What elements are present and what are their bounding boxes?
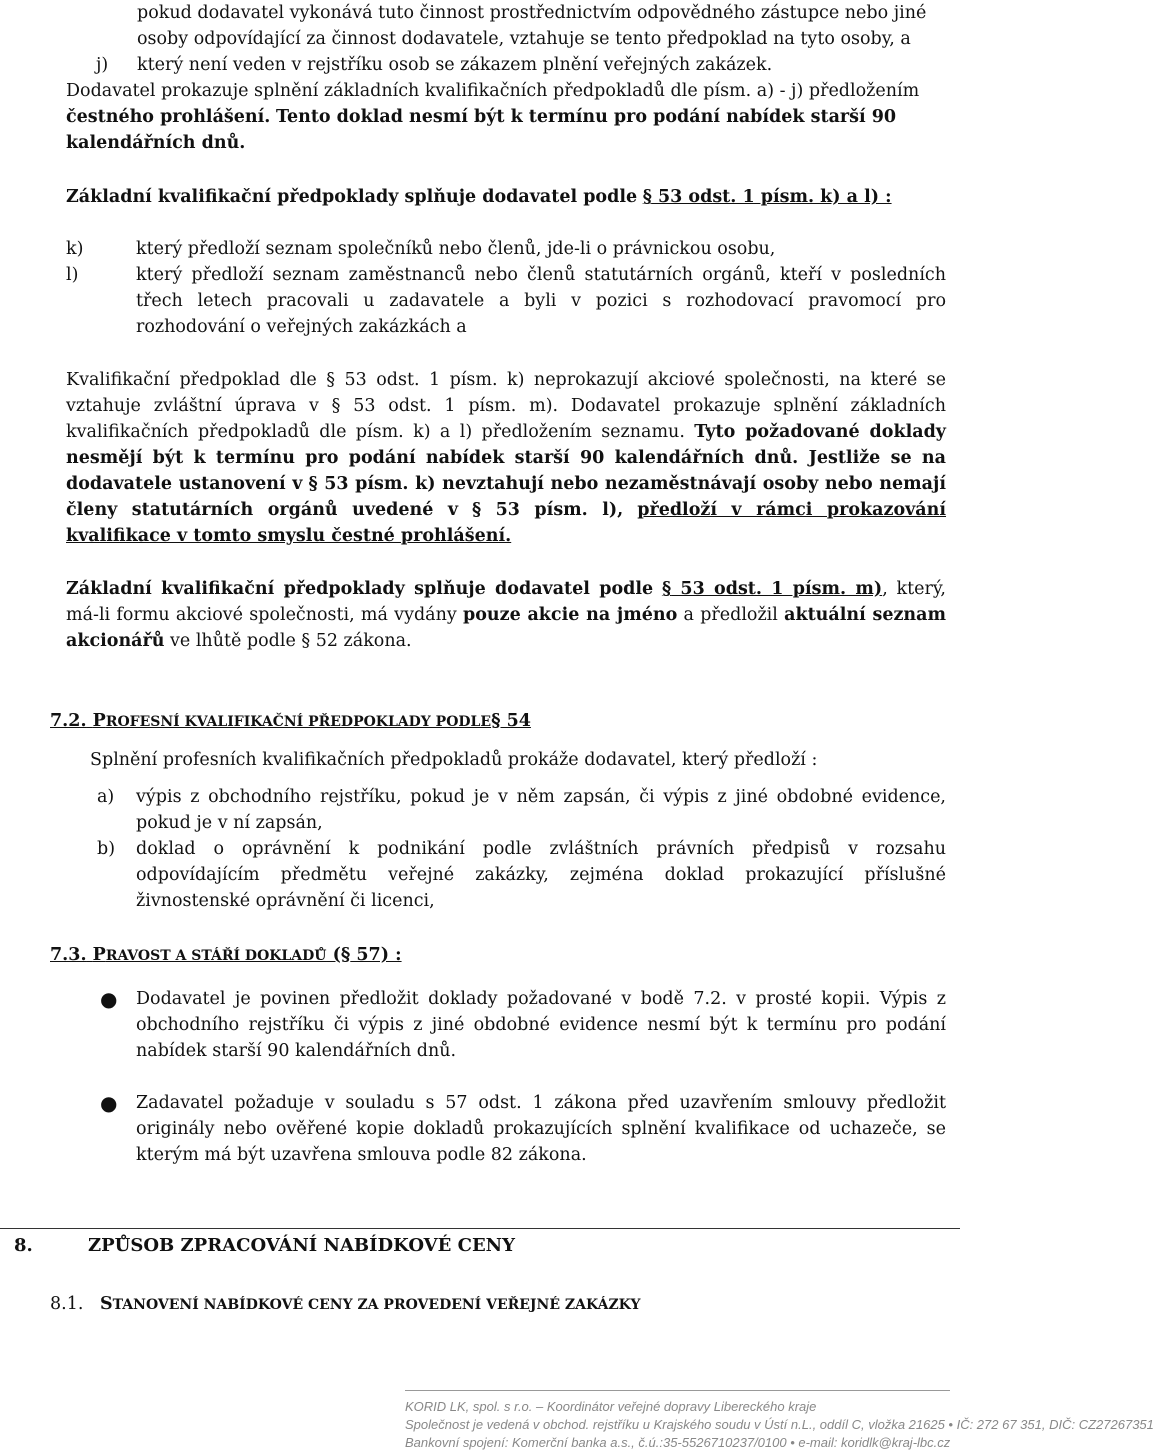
section-8-1-heading: 8.1. STANOVENÍ NABÍDKOVÉ CENY ZA PROVEDENÍ VEŘEJNÉ ZAKÁZKY [50, 1294, 641, 1314]
section-7-3-heading: 7.3. PRAVOST A STÁŘÍ DOKLADŮ (§ 57) : [50, 944, 402, 965]
section-7-2-heading: 7.2. PROFESNÍ KVALIFIKAČNÍ PŘEDPOKLADY PODLE§ 54 [50, 710, 531, 731]
item-j-label: j) [96, 55, 109, 75]
footer-line2: Společnost je vedená v obchod. rejstříku u Krajského soudu v Ústí n.L., oddíl C, vložka 21625 • IČ: 272 67 351, DIČ: CZ27267351 [405, 1417, 1154, 1432]
footer-line1: KORID LK, spol. s r.o. – Koordinátor veřejné dopravy Libereckého kraje [405, 1399, 817, 1414]
chapter-divider [0, 1228, 960, 1229]
intro-p1-c: Tento doklad nesmí být k termínu pro podání nabídek starší 90 kalendářních dnů. [66, 107, 897, 153]
intro-line1: pokud dodavatel vykonává tuto činnost prostřednictvím odpovědného zástupce nebo jiné [137, 3, 927, 23]
chapter-8-heading: 8. ZPŮSOB ZPRACOVÁNÍ NABÍDKOVÉ CENY [14, 1235, 515, 1256]
list-item: ● Zadavatel požaduje v souladu s 57 odst. 1 zákona před uzavřením smlouvy předložit originály nebo ověřené kopie dokladů prokazujících splnění kvalifikace od uchazeče, se kterým má být uzavřena smlouva podle 82 zákona. [100, 1091, 946, 1165]
item-j-text: který není veden v rejstříku osob se zákazem plnění veřejných zakázek. [137, 55, 773, 75]
kl-list [66, 236, 946, 340]
section-7-2-intro: Splnění profesních kvalifikačních předpokladů prokáže dodavatel, který předloží : [90, 750, 818, 770]
kvalif-paragraph: Kvalifikační předpoklad dle § 53 odst. 1 písm. k) neprokazují akciové společnosti, na které se vztahuje zvláštní úprava v § 53 odst. 1 písm. m). Dodavatel prokazuje splnění základních kvalifikačních předpokladů dle písm. k) a l) předložením seznamu. Tyto požadované doklady nesmějí být k termínu pro podání nabídek starší 90 kalendářních dnů. Jestliže se na dodavatele ustanovení v § 53 písm. k) nevztahují nebo nezaměstnávají osoby nebo nemají členy statutárních orgánů uvedené v § 53 písm. l), předloží v rámci prokazování kvalifikace v tomto smyslu čestné prohlášení. [66, 370, 947, 546]
intro-paragraph [66, 78, 946, 156]
list-item: b) doklad o oprávnění k podnikání podle zvláštních právních předpisů v rozsahu odpovídajícím předmětu veřejné zakázky, zejména doklad prokazující příslušné živnostenské oprávnění či licenci, [97, 839, 946, 911]
intro-line2: osoby odpovídající za činnost dodavatele, vztahuje se tento předpoklad na tyto osoby, a [137, 29, 911, 49]
footer-rule [405, 1390, 950, 1391]
bullet-icon: ● [100, 987, 118, 1011]
kl-heading-b: 53 odst. 1 písm. k) a l) : [651, 187, 892, 207]
section-mark: § [642, 187, 652, 207]
bullet-icon: ● [100, 1091, 118, 1115]
list-item: k) který předloží seznam společníků nebo členů, jde-li o právnickou osobu, [66, 239, 776, 259]
footer-line3: Bankovní spojení: Komerční banka a.s., č.ú.:35-5526710237/0100 • e-mail: koridlk@kraj-lbc.cz [405, 1435, 951, 1450]
section-7-2-list [97, 784, 946, 914]
kl-heading [66, 184, 946, 210]
list-item: a) výpis z obchodního rejstříku, pokud je v něm zapsán, či výpis z jiné obdobné evidence, pokud je v ní zapsán, [97, 787, 946, 833]
section-7-3-list [100, 986, 946, 1168]
list-item: l) který předloží seznam zaměstnanců nebo členů statutárních orgánů, kteří v posledních třech letech pracovali u zadavatele a byli v pozici s rozhodovací pravomocí pro rozhodování o veřejných zakázkách a [66, 265, 946, 337]
intro-p1-b: čestného prohlášení. [66, 107, 271, 127]
kl-heading-a: Základní kvalifikační předpoklady splňuje dodavatel podle [66, 187, 638, 207]
m-paragraph: Základní kvalifikační předpoklady splňuje dodavatel podle § 53 odst. 1 písm. m), který, má-li formu akciové společnosti, má vydány pouze akcie na jméno a předložil aktuální seznam akcionářů ve lhůtě podle § 52 zákona. [66, 579, 947, 651]
list-item: ● Dodavatel je povinen předložit doklady požadované v bodě 7.2. v prosté kopii. Výpis z obchodního rejstříku či výpis z jiné obdobné evidence nesmí být k termínu pro podání nabídek starší 90 kalendářních dnů. [100, 987, 946, 1061]
intro-p1-a: Dodavatel prokazuje splnění základních kvalifikačních předpokladů dle písm. a) - j) předložením [66, 81, 920, 101]
